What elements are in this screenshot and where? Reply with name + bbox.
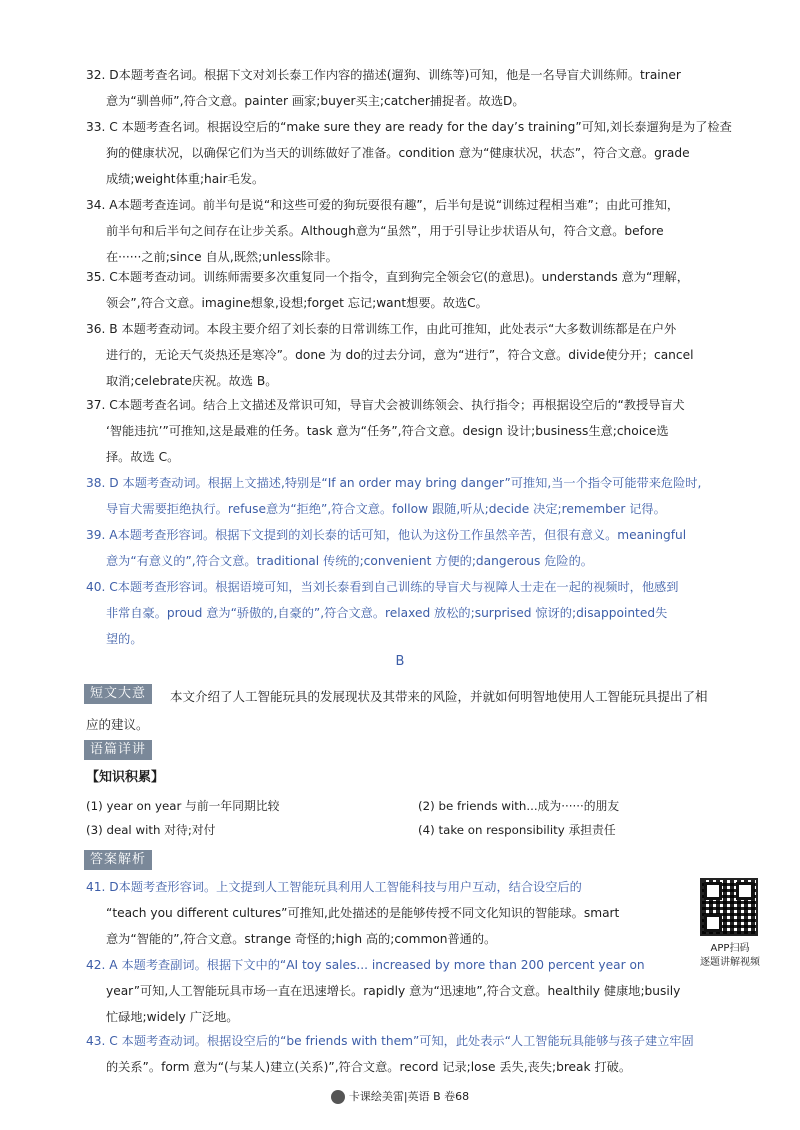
summary-line: 应的建议。 [86, 717, 149, 732]
summary-text [86, 683, 766, 739]
answer-item-38 [86, 470, 762, 522]
qr-code-icon[interactable] [700, 878, 758, 936]
answer-item-40 [86, 574, 762, 652]
answer-item-43 [86, 1028, 762, 1080]
line: 32. D本题考查名词。根据下文对刘长泰工作内容的描述(遛狗、训练等)可知，他是一名导盲犬训练师。trainer [86, 68, 681, 82]
answer-item-32 [86, 62, 762, 114]
line: 领会”,符合文意。imagine想象,设想;forget 忘记;want想要。故选C。 [106, 296, 488, 310]
line: 意为“智能的”,符合文意。strange 奇怪的;high 高的;common普通的。 [106, 932, 497, 946]
line: ‘智能违抗’”可推知,这是最难的任务。task 意为“任务”,符合文意。design 设计;business生意;choice选 [106, 424, 669, 438]
answer-item-36 [86, 316, 762, 394]
summary-tag: 短文大意 [84, 684, 152, 704]
knowledge-entry: (3) deal with 对待;对付 [86, 823, 216, 837]
brand-logo-icon [331, 1090, 345, 1104]
line: 意为“有意义的”,符合文意。traditional 传统的;convenient 方便的;dangerous 危险的。 [106, 554, 593, 568]
answer-item-42 [86, 952, 686, 1030]
line: 前半句和后半句之间存在让步关系。Although意为“虽然”，用于引导让步状语从句，符合文意。before [106, 224, 664, 238]
qr-corner [736, 882, 754, 900]
summary-line: 本文介绍了人工智能玩具的发展现状及其带来的风险，并就如何明智地使用人工智能玩具提出了相 [170, 689, 708, 704]
line: 导盲犬需要拒绝执行。refuse意为“拒绝”,符合文意。follow 跟随,听从;decide 决定;remember 记得。 [106, 502, 666, 516]
line [86, 1028, 762, 1054]
line: 37. C本题考查名词。结合上文描述及常识可知，导盲犬会被训练领会、执行指令；再根据设空后的“教授导盲犬 [86, 398, 685, 412]
analysis-tag: 语篇详讲 [84, 740, 152, 760]
line: 狗的健康状况，以确保它们为当天的训练做好了准备。condition 意为“健康状况，状态”，符合文意。grade [106, 146, 690, 160]
knowledge-entry: (1) year on year 与前一年同期比较 [86, 799, 280, 813]
line: “teach you different cultures”可推知,此处描述的是能够传授不同文化知识的智能球。smart [106, 906, 620, 920]
line: 成绩;weight体重;hair毛发。 [106, 172, 265, 186]
line: 38. D 本题考查动词。根据上文描述,特别是“If an order may bring danger”可推知,当一个指令可能带来危险时, [86, 476, 702, 490]
qr-caption-line: 逐题讲解视频 [700, 957, 760, 968]
line: 43. C 本题考查动词。根据设空后的“be friends with them”可知，此处表示“人工智能玩具能够与孩子建立牢固 [86, 1034, 694, 1048]
answer-item-41 [86, 874, 686, 952]
qr-corner [704, 882, 722, 900]
line: 择。故选 C。 [106, 450, 180, 464]
line: 33. C 本题考查名词。根据设空后的“make sure they are ready for the day’s training”可知,刘长泰遛狗是为了检查 [86, 120, 732, 134]
line: 36. B 本题考查动词。本段主要介绍了刘长泰的日常训练工作，由此可推知，此处表示“大多数训练都是在户外 [86, 322, 677, 336]
answer-item-39 [86, 522, 762, 574]
line: 非常自豪。proud 意为“骄傲的,自豪的”,符合文意。relaxed 放松的;surprised 惊讶的;disappointed失 [106, 606, 668, 620]
qr-caption-line: APP扫码 [710, 943, 750, 954]
footer-text: 卡课绘美雷|英语 B 卷68 [348, 1090, 470, 1103]
line: 35. C本题考查动词。训练师需要多次重复同一个指令，直到狗完全领会它(的意思)。understands 意为“理解， [86, 270, 689, 284]
line: year”可知,人工智能玩具市场一直在迅速增长。rapidly 意为“迅速地”,符合文意。healthily 健康地;busily [106, 984, 681, 998]
qr-corner [704, 914, 722, 932]
answer-item-37 [86, 392, 762, 470]
answer-item-34 [86, 192, 762, 270]
line: 在······之前;since 自从,既然;unless除非。 [106, 250, 338, 264]
knowledge-title: 【知识积累】 [86, 770, 165, 785]
knowledge-entry: (2) be friends with...成为······的朋友 [418, 799, 620, 813]
line: 望的。 [106, 632, 143, 646]
page-footer [0, 1088, 800, 1104]
answer-item-33 [86, 114, 762, 192]
line: 忙碌地;widely 广泛地。 [106, 1010, 239, 1024]
line: 41. D本题考查形容词。上文提到人工智能玩具利用人工智能科技与用户互动，结合设空后的 [86, 880, 582, 894]
section-heading: B [395, 654, 405, 669]
answers-tag: 答案解析 [84, 850, 152, 870]
line: 的关系”。form 意为“(与某人)建立(关系)”,符合文意。record 记录;lose 丢失,丧失;break 打破。 [106, 1060, 632, 1074]
line: 34. A本题考查连词。前半句是说“和这些可爱的狗玩耍很有趣”，后半句是说“训练过程相当难”；由此可推知， [86, 198, 680, 212]
line [86, 874, 686, 900]
line: 取消;celebrate庆祝。故选 B。 [106, 374, 278, 388]
knowledge-entry: (4) take on responsibility 承担责任 [418, 823, 616, 837]
line: 39. A本题考查形容词。根据下文提到的刘长泰的话可知，他认为这份工作虽然辛苦，但很有意义。meaningful [86, 528, 687, 542]
line: 42. A 本题考查副词。根据下文中的“AI toy sales... increased by more than 200 percent year on [86, 958, 645, 972]
line: 进行的，无论天气炎热还是寒冷”。done 为 do的过去分词，意为“进行”，符合文意。divide使分开；cancel [106, 348, 694, 362]
line: 意为“驯兽师”,符合文意。painter 画家;buyer买主;catcher捕捉者。故选D。 [106, 94, 525, 108]
line: 40. C本题考查形容词。根据语境可知，当刘长泰看到自己训练的导盲犬与视障人士走在一起的视频时，他感到 [86, 580, 679, 594]
answer-item-35 [86, 264, 762, 316]
